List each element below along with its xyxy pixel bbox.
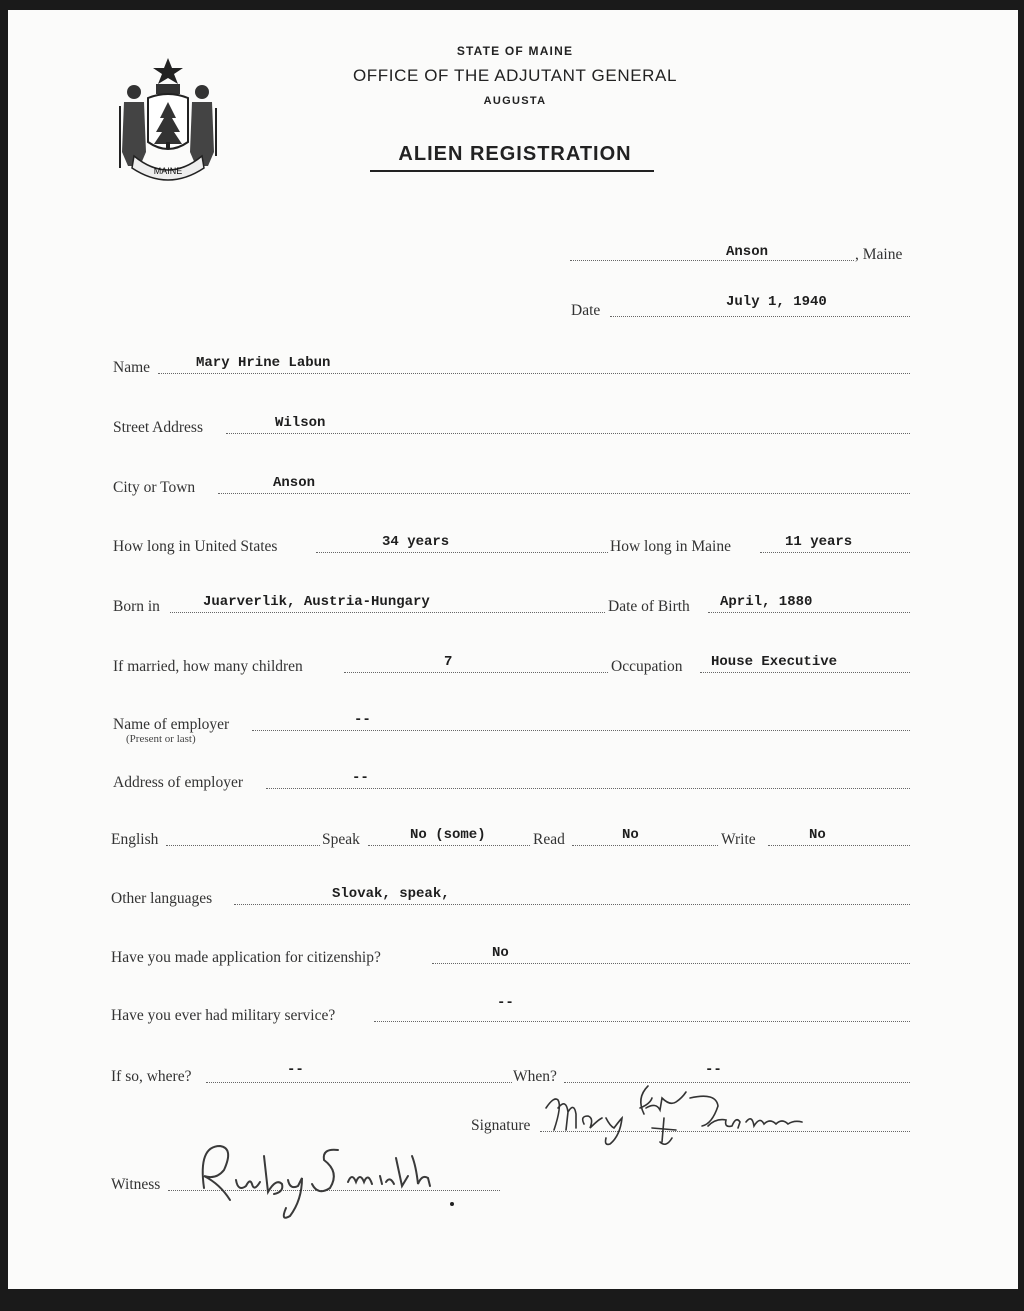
other-languages-value[interactable]: Slovak, speak, xyxy=(332,886,450,902)
signature-handwriting-icon xyxy=(540,1078,840,1158)
us-duration-field-line xyxy=(316,552,608,553)
write-field-line xyxy=(768,845,910,846)
name-label: Name xyxy=(113,359,151,376)
employer-label: Name of employer xyxy=(113,716,230,733)
write-value[interactable]: No xyxy=(809,827,826,843)
citizenship-label: Have you made application for citizenship? xyxy=(111,949,381,966)
when-label: When? xyxy=(513,1068,557,1085)
occupation-value[interactable]: House Executive xyxy=(711,654,838,670)
when-value[interactable]: -- xyxy=(705,1062,722,1078)
signature-label: Signature xyxy=(471,1117,531,1134)
read-label: Read xyxy=(533,831,565,848)
scan-border-bottom xyxy=(0,1289,1024,1311)
street-label: Street Address xyxy=(113,419,203,436)
english-field-line xyxy=(166,845,320,846)
name-field-line xyxy=(158,373,910,374)
employer-value[interactable]: -- xyxy=(354,712,371,728)
dob-value[interactable]: April, 1880 xyxy=(720,594,813,610)
dob-label: Date of Birth xyxy=(608,598,690,615)
us-duration-value[interactable]: 34 years xyxy=(382,534,450,550)
form-title: ALIEN REGISTRATION xyxy=(398,143,632,165)
street-field-line xyxy=(226,433,910,434)
dob-field-line xyxy=(708,612,910,613)
occupation-label: Occupation xyxy=(611,658,683,675)
maine-duration-value[interactable]: 11 years xyxy=(785,534,853,550)
born-field-line xyxy=(170,612,605,613)
employer-sublabel: (Present or last) xyxy=(126,733,196,745)
title-underline xyxy=(370,170,654,172)
city-field-line xyxy=(218,493,910,494)
children-value[interactable]: 7 xyxy=(444,654,453,670)
where-label: If so, where? xyxy=(111,1068,192,1085)
seal-text: MAINE xyxy=(153,166,183,176)
employer-field-line xyxy=(252,730,910,731)
speak-label: Speak xyxy=(322,831,360,848)
scan-border-left xyxy=(0,0,8,1311)
town-field-line xyxy=(570,260,854,261)
children-label: If married, how many children xyxy=(113,658,303,675)
military-field-line xyxy=(374,1021,910,1022)
children-field-line xyxy=(344,672,608,673)
speak-value[interactable]: No (some) xyxy=(410,827,486,843)
citizenship-field-line xyxy=(432,963,910,964)
read-field-line xyxy=(572,845,718,846)
citizenship-value[interactable]: No xyxy=(492,945,509,961)
read-value[interactable]: No xyxy=(622,827,639,843)
city-value[interactable]: Anson xyxy=(273,475,316,491)
date-field-line xyxy=(610,316,910,317)
other-languages-field-line xyxy=(234,904,910,905)
scan-border-right xyxy=(1018,0,1024,1311)
street-value[interactable]: Wilson xyxy=(275,415,326,431)
name-value[interactable]: Mary Hrine Labun xyxy=(196,355,331,371)
where-value[interactable]: -- xyxy=(287,1062,304,1078)
scan-border-top xyxy=(0,0,1024,10)
state-heading: STATE OF MAINE xyxy=(456,44,574,58)
date-label: Date xyxy=(571,302,601,319)
state-seal-icon xyxy=(112,56,224,182)
born-value[interactable]: Juarverlik, Austria-Hungary xyxy=(203,594,430,610)
employer-address-value[interactable]: -- xyxy=(352,770,369,786)
employer-address-label: Address of employer xyxy=(113,774,243,791)
born-label: Born in xyxy=(113,598,160,615)
write-label: Write xyxy=(721,831,756,848)
maine-duration-label: How long in Maine xyxy=(610,538,731,555)
english-label: English xyxy=(111,831,159,848)
office-heading: OFFICE OF THE ADJUTANT GENERAL xyxy=(352,66,678,85)
witness-signature-icon xyxy=(190,1126,460,1222)
military-value[interactable]: -- xyxy=(497,995,514,1011)
date-value[interactable]: July 1, 1940 xyxy=(726,294,827,310)
speak-field-line xyxy=(368,845,530,846)
city-label: City or Town xyxy=(113,479,196,496)
town-suffix: , Maine xyxy=(855,246,903,263)
maine-duration-field-line xyxy=(760,552,910,553)
other-languages-label: Other languages xyxy=(111,890,213,907)
city-heading: AUGUSTA xyxy=(483,95,547,107)
us-duration-label: How long in United States xyxy=(113,538,278,555)
military-label: Have you ever had military service? xyxy=(111,1007,336,1024)
witness-label: Witness xyxy=(111,1176,161,1193)
occupation-field-line xyxy=(700,672,910,673)
employer-address-field-line xyxy=(266,788,910,789)
town-value[interactable]: Anson xyxy=(726,244,769,260)
where-field-line xyxy=(206,1082,512,1083)
